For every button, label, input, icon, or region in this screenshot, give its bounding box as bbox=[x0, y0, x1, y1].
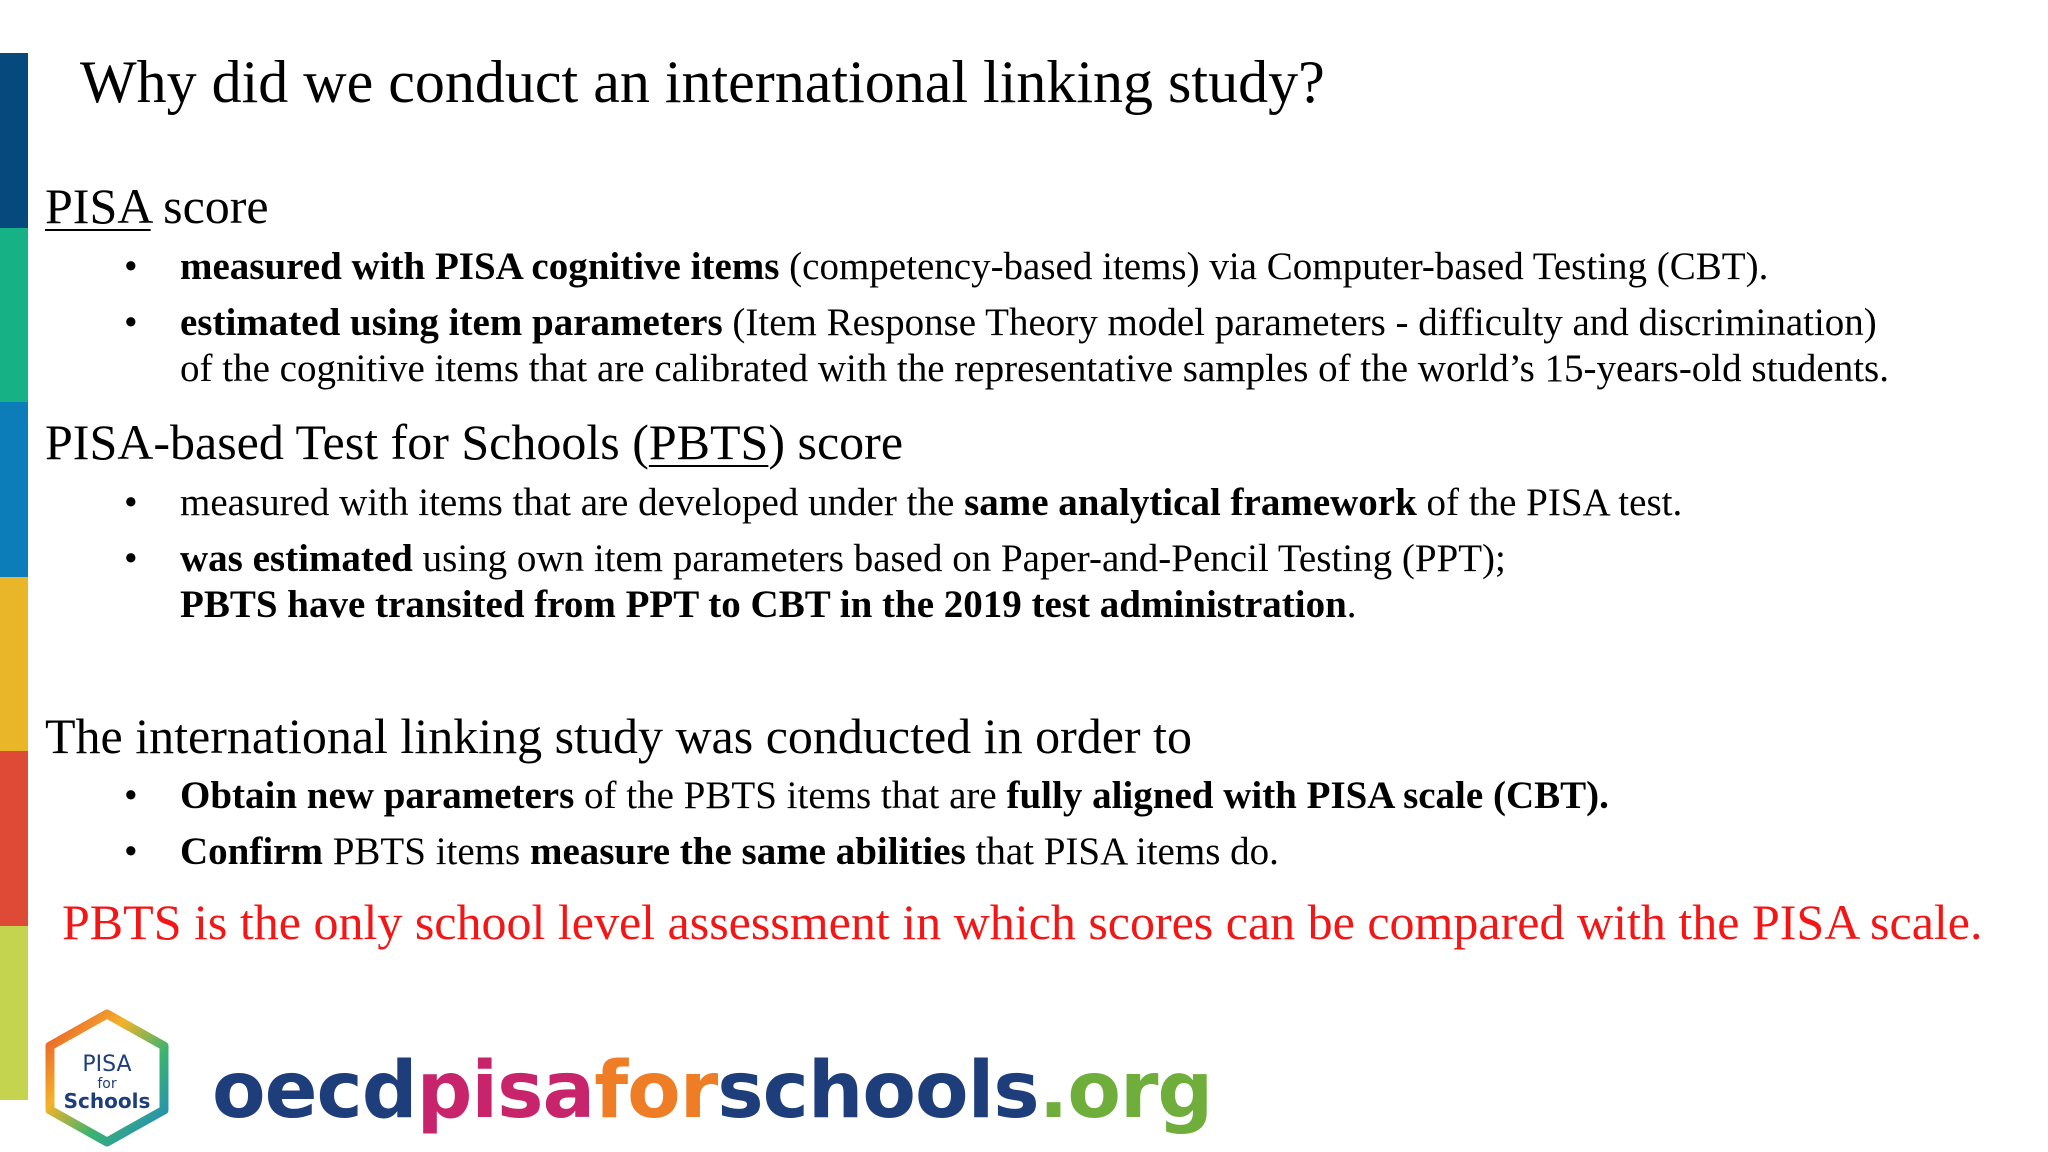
pisa-heading-underlined: PISA bbox=[45, 178, 151, 234]
stripe-segment-1 bbox=[0, 53, 28, 228]
logo-badge-line1: PISA bbox=[82, 1052, 132, 1077]
list-item bbox=[180, 244, 1889, 290]
pbts-score-heading bbox=[45, 412, 903, 472]
bullet-bold: same analytical framework bbox=[964, 481, 1417, 524]
bullet-text: (Item Response Theory model parameters - difficulty and discrimination) bbox=[722, 301, 1877, 344]
wordmark-pisa: pisa bbox=[416, 1046, 595, 1136]
pisa-score-heading bbox=[45, 176, 269, 236]
pisa-heading-rest: score bbox=[150, 178, 269, 234]
website-wordmark bbox=[212, 1046, 1212, 1136]
stripe-segment-4 bbox=[0, 577, 28, 752]
bullet-text: PBTS items bbox=[322, 830, 530, 873]
wordmark-oecd: oecd bbox=[212, 1046, 417, 1136]
pbts-heading-underlined: PBTS bbox=[648, 414, 769, 470]
list-item bbox=[180, 480, 1682, 526]
bullet-text: of the PISA test. bbox=[1416, 481, 1683, 524]
bullet-text: (competency-based items) via Computer-based Testing (CBT). bbox=[779, 245, 1769, 288]
bullet-continuation-bold: PBTS have transited from PPT to CBT in the 2019 test administration bbox=[180, 583, 1347, 626]
pbts-heading-pre: PISA-based Test for Schools ( bbox=[45, 414, 649, 470]
slide-title: Why did we conduct an international linking study? bbox=[80, 49, 1325, 115]
wordmark-for: for bbox=[594, 1046, 718, 1136]
linking-study-heading: The international linking study was conducted in order to bbox=[45, 708, 1192, 764]
bullet-continuation: of the cognitive items that are calibrated with the representative samples of the world’s 15-years-old students. bbox=[180, 347, 1889, 390]
bullet-bold: estimated using item parameters bbox=[180, 301, 723, 344]
linking-bullet-list bbox=[180, 773, 1609, 875]
accent-stripe bbox=[0, 53, 28, 1100]
bullet-text: of the PBTS items that are bbox=[574, 774, 1007, 817]
list-item bbox=[180, 773, 1609, 819]
logo-badge-line3: Schools bbox=[63, 1089, 151, 1113]
wordmark-org: .org bbox=[1038, 1046, 1213, 1136]
bullet-bold: measure the same abilities bbox=[529, 830, 966, 873]
highlight-statement: PBTS is the only school level assessment in which scores can be compared with the PISA scale. bbox=[62, 894, 1983, 950]
bullet-text: using own item parameters based on Paper-and-Pencil Testing (PPT); bbox=[412, 537, 1506, 580]
stripe-segment-2 bbox=[0, 228, 28, 403]
pbts-bullet-list bbox=[180, 480, 1682, 628]
bullet-bold: measured with PISA cognitive items bbox=[180, 245, 780, 288]
bullet-text: that PISA items do. bbox=[965, 830, 1279, 873]
stripe-segment-3 bbox=[0, 402, 28, 577]
bullet-bold: fully aligned with PISA scale (CBT). bbox=[1006, 774, 1609, 817]
bullet-bold: was estimated bbox=[180, 537, 413, 580]
pbts-heading-post: ) score bbox=[768, 414, 904, 470]
list-item bbox=[180, 300, 1889, 392]
list-item bbox=[180, 829, 1609, 875]
logo-badge-line2: for bbox=[97, 1076, 117, 1092]
list-item bbox=[180, 536, 1682, 628]
bullet-bold: Obtain new parameters bbox=[180, 774, 575, 817]
pisa-for-schools-logo bbox=[42, 1008, 172, 1148]
wordmark-schools: schools bbox=[717, 1046, 1039, 1136]
pisa-bullet-list bbox=[180, 244, 1889, 392]
bullet-continuation-end: . bbox=[1346, 583, 1357, 626]
stripe-segment-6 bbox=[0, 926, 28, 1101]
stripe-segment-5 bbox=[0, 751, 28, 926]
bullet-text: measured with items that are developed under the bbox=[180, 481, 965, 524]
bullet-bold: Confirm bbox=[180, 830, 323, 873]
